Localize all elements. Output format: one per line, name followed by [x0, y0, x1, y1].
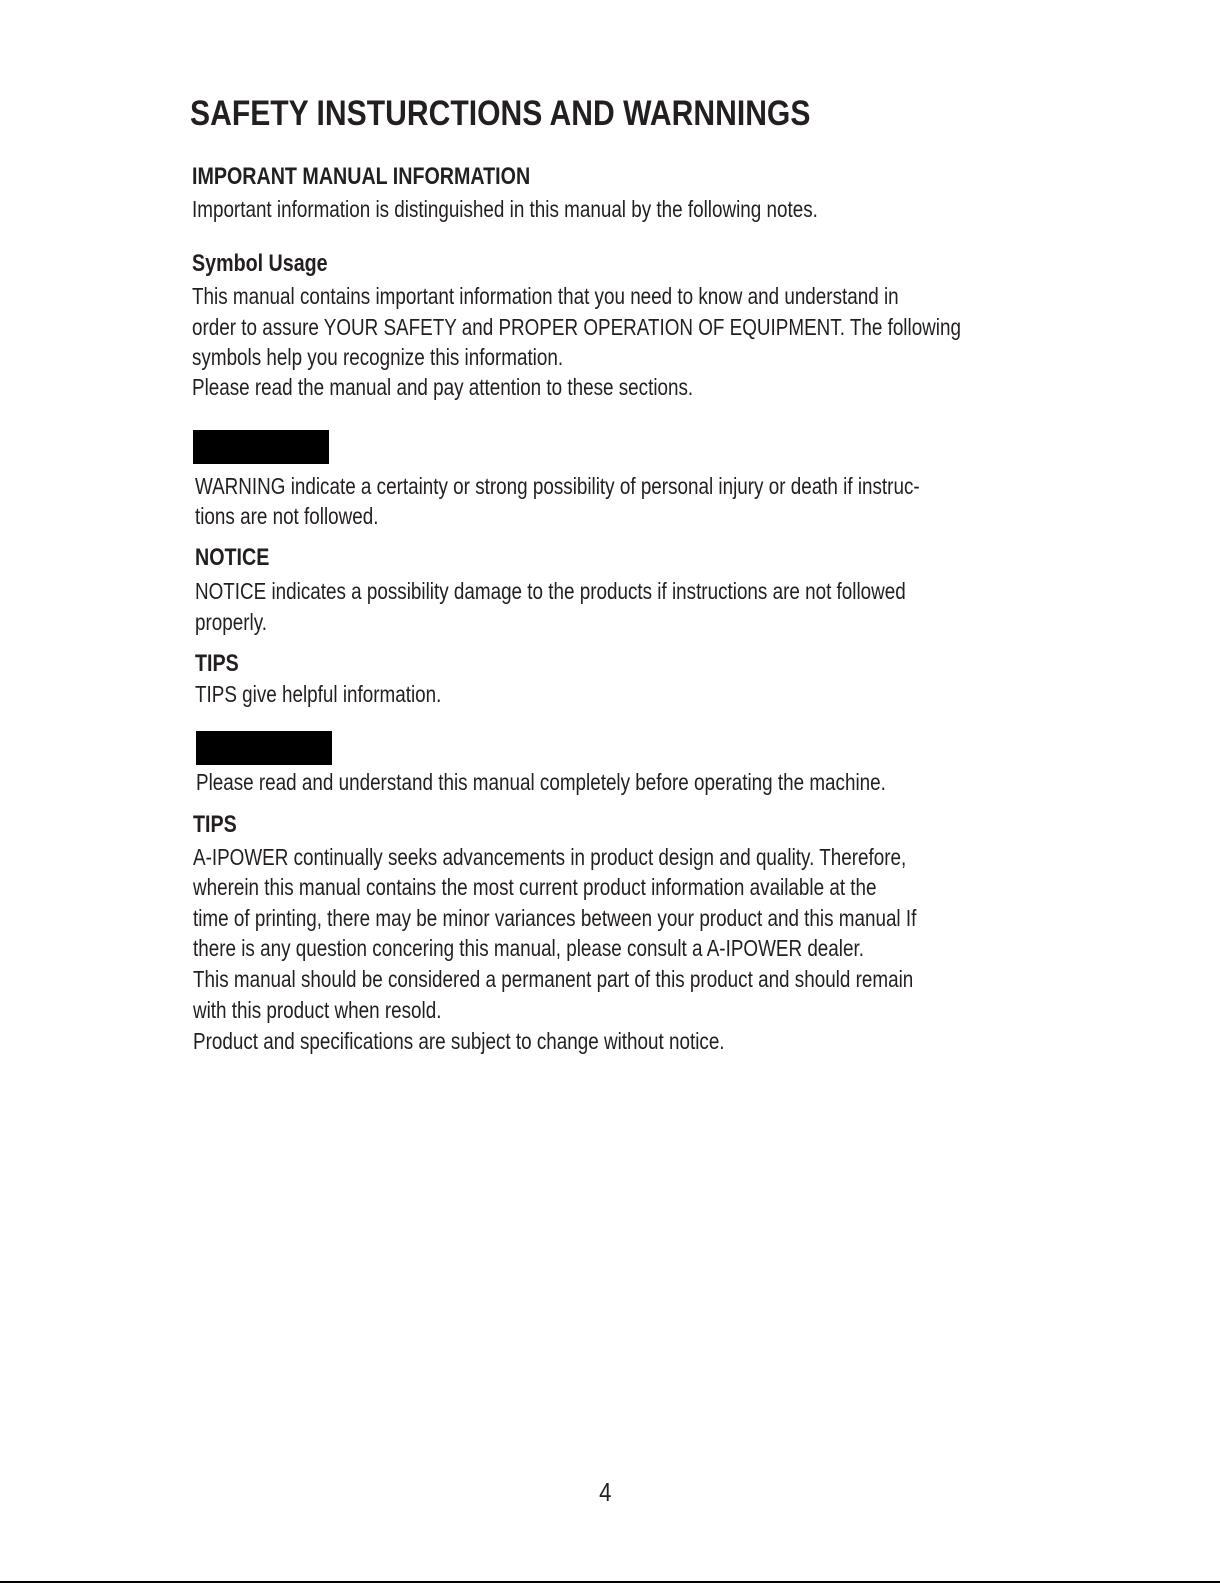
tips-line: This manual should be considered a permanent part of this product and should remain — [193, 966, 914, 992]
symbol-usage-line: Please read the manual and pay attention to these sections. — [192, 374, 694, 400]
manual-info-heading: IMPORANT MANUAL INFORMATION — [192, 163, 531, 190]
manual-info-text: Important information is distinguished in this manual by the following notes. — [192, 196, 818, 222]
page-title: SAFETY INSTURCTIONS AND WARNNINGS — [190, 94, 811, 133]
tips-heading: TIPS — [193, 811, 237, 838]
tips-line: time of printing, there may be minor variances between your product and this manual If — [193, 905, 917, 931]
symbol-usage-line: order to assure YOUR SAFETY and PROPER OPERATION OF EQUIPMENT. The following — [192, 314, 961, 340]
caution-text: Please read and understand this manual completely before operating the machine. — [196, 769, 886, 795]
tips-line: A-IPOWER continually seeks advancements in product design and quality. Therefore, — [193, 844, 907, 870]
caution-symbol-redacted — [196, 731, 332, 765]
tips-line: wherein this manual contains the most current product information available at the — [193, 874, 877, 900]
tips-line: Product and specifications are subject to change without notice. — [193, 1028, 725, 1054]
warning-text: tions are not followed. — [195, 503, 379, 529]
warning-symbol-redacted — [193, 430, 329, 464]
page-number: 4 — [599, 1477, 612, 1507]
tips-heading: TIPS — [195, 650, 239, 677]
symbol-usage-heading: Symbol Usage — [192, 250, 328, 277]
tips-line: with this product when resold. — [193, 997, 442, 1023]
symbol-usage-line: symbols help you recognize this information. — [192, 344, 564, 370]
notice-text: properly. — [195, 609, 267, 635]
tips-text: TIPS give helpful information. — [195, 681, 442, 707]
symbol-usage-line: This manual contains important information that you need to know and understand in — [192, 283, 899, 309]
notice-text: NOTICE indicates a possibility damage to the products if instructions are not followed — [195, 578, 906, 604]
notice-heading: NOTICE — [195, 544, 270, 571]
tips-line: there is any question concering this manual, please consult a A-IPOWER dealer. — [193, 935, 864, 961]
warning-text: WARNING indicate a certainty or strong possibility of personal injury or death if instruc- — [195, 473, 920, 499]
